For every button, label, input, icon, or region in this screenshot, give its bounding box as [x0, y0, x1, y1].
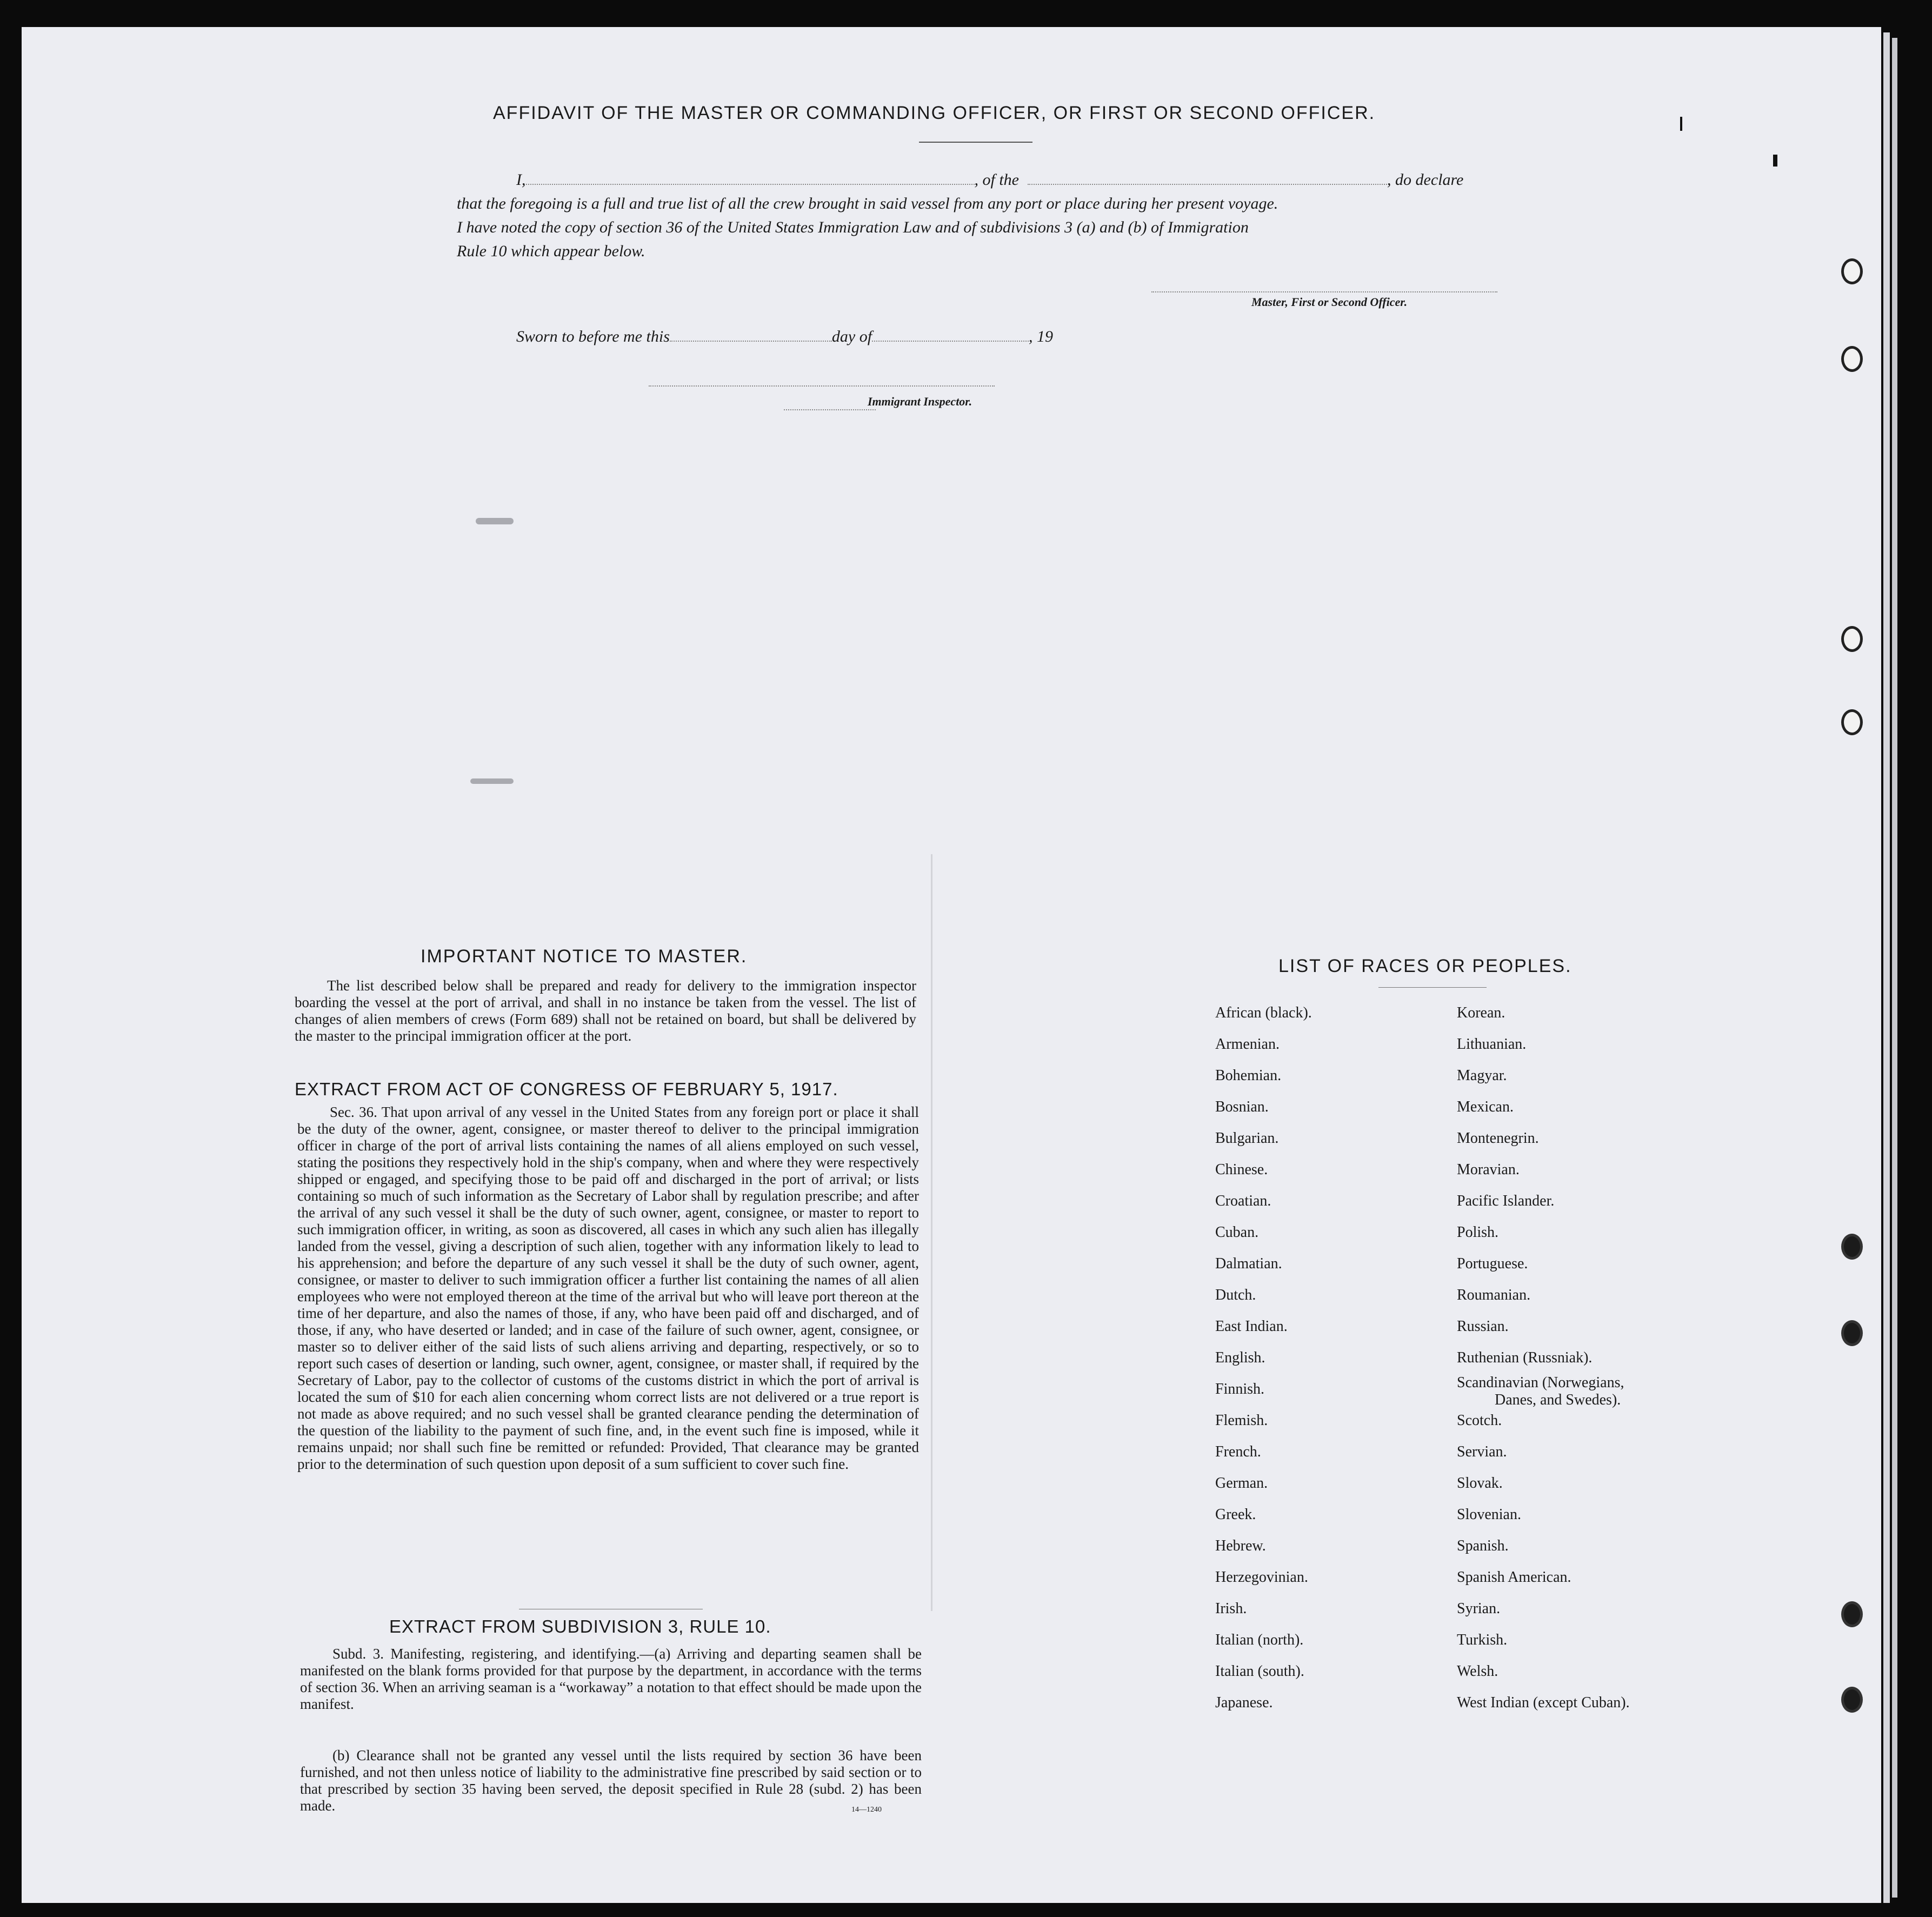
race-item: Turkish.	[1457, 1632, 1508, 1648]
master-signature-line[interactable]	[1151, 291, 1497, 292]
name-blank[interactable]	[526, 183, 975, 185]
race-item: Cuban.	[1215, 1224, 1259, 1241]
race-item: Syrian.	[1457, 1600, 1501, 1617]
extract-rule-para-a: Subd. 3. Manifesting, registering, and identifying.—(a) Arriving and departing seamen shall be manifested on the blank forms provided for that purpose by the department, in accordance with the terms of section 36. When an arriving seaman is a “workaway” a notation to that effect should be made upon the manifest.	[300, 1646, 922, 1712]
center-fold	[931, 854, 932, 1611]
notice-text: The list described below shall be prepared and ready for delivery to the immigration inspector boarding the vessel at the port of arrival, and shall in no instance be taken from the vessel. The list of changes of alien members of crews (Form 689) shall not be retained on board, but shall be delivered by the master to the principal immigration officer at the port.	[295, 977, 916, 1044]
race-item: Hebrew.	[1215, 1537, 1266, 1554]
sworn-line	[516, 325, 1053, 348]
do-declare-text: , do declare	[1387, 171, 1464, 189]
page-edge-back	[1892, 38, 1897, 1898]
extract-rule-title: EXTRACT FROM SUBDIVISION 3, RULE 10.	[389, 1616, 771, 1636]
binder-hole	[1841, 709, 1863, 735]
affidavit-declaration-line2: that the foregoing is a full and true list of all the crew brought in said vessel from any port or place during her present voyage.	[457, 195, 1278, 212]
scan-smudge	[476, 518, 514, 524]
scan-mark	[1773, 155, 1777, 167]
affidavit-i: I,	[516, 171, 526, 189]
notice-title: IMPORTANT NOTICE TO MASTER.	[421, 946, 748, 967]
form-number: 14—1240	[851, 1806, 882, 1814]
race-item: Moravian.	[1457, 1161, 1520, 1178]
binder-hole	[1841, 346, 1863, 372]
race-item: Polish.	[1457, 1224, 1499, 1241]
race-item: English.	[1215, 1349, 1265, 1366]
race-item: Bosnian.	[1215, 1099, 1269, 1115]
races-title-rule	[1378, 987, 1487, 988]
races-title: LIST OF RACES OR PEOPLES.	[1278, 956, 1572, 976]
race-item: Scandinavian (Norwegians,	[1457, 1374, 1624, 1391]
race-item: Chinese.	[1215, 1161, 1268, 1178]
race-item: Armenian.	[1215, 1036, 1280, 1053]
affidavit-declaration-line1	[516, 169, 1492, 191]
race-item: Portuguese.	[1457, 1255, 1528, 1272]
scan-mark	[1680, 117, 1682, 131]
year-text: , 19	[1029, 328, 1054, 345]
affidavit-declaration-line4: Rule 10 which appear below.	[457, 242, 645, 260]
race-item: West Indian (except Cuban).	[1457, 1694, 1630, 1711]
race-item: Lithuanian.	[1457, 1036, 1527, 1053]
binder-hole	[1841, 258, 1863, 284]
race-item: Spanish.	[1457, 1537, 1509, 1554]
race-item: Welsh.	[1457, 1663, 1498, 1680]
race-item: Servian.	[1457, 1443, 1507, 1460]
race-item: Russian.	[1457, 1318, 1509, 1335]
race-item: Flemish.	[1215, 1412, 1268, 1429]
race-item: East Indian.	[1215, 1318, 1288, 1335]
day-of-text: day of	[831, 328, 872, 345]
of-the-text: , of the	[974, 171, 1019, 189]
race-item: Finnish.	[1215, 1381, 1265, 1397]
race-item: Magyar.	[1457, 1067, 1507, 1084]
title-rule	[919, 142, 1032, 143]
race-item: Japanese.	[1215, 1694, 1273, 1711]
inspector-signature-label: Immigrant Inspector.	[868, 395, 972, 408]
sworn-month-blank[interactable]	[872, 340, 1029, 342]
race-item: Spanish American.	[1457, 1569, 1571, 1586]
race-item: Croatian.	[1215, 1193, 1271, 1209]
master-signature-label: Master, First or Second Officer.	[1251, 295, 1408, 309]
document-page	[22, 27, 1881, 1903]
binder-hole	[1841, 1687, 1863, 1713]
race-item: Bohemian.	[1215, 1067, 1282, 1084]
binder-hole	[1841, 1234, 1863, 1260]
race-item: African (black).	[1215, 1004, 1312, 1021]
vessel-blank[interactable]	[1028, 183, 1387, 185]
inspector-signature-line2	[784, 409, 876, 410]
race-item: Roumanian.	[1457, 1287, 1531, 1303]
extract-rule-para-b: (b) Clearance shall not be granted any vessel until the lists required by section 36 have been furnished, and not then unless notice of liability to the administrative fine prescribed by said section or to that prescribed by section 35 having been served, the deposit specified in Rule 28 (subd. 2) has been made.	[300, 1747, 922, 1814]
affidavit-title: AFFIDAVIT OF THE MASTER OR COMMANDING OFFICER, OR FIRST OR SECOND OFFICER.	[493, 103, 1376, 123]
race-item: Dutch.	[1215, 1287, 1256, 1303]
race-item: Greek.	[1215, 1506, 1256, 1523]
sworn-day-blank[interactable]	[670, 340, 832, 342]
scan-smudge	[470, 778, 514, 784]
race-item: Korean.	[1457, 1004, 1505, 1021]
race-item: Italian (south).	[1215, 1663, 1304, 1680]
sworn-text: Sworn to before me this	[516, 328, 670, 345]
race-item: Mexican.	[1457, 1099, 1514, 1115]
binder-hole	[1841, 1320, 1863, 1346]
race-item: Slovenian.	[1457, 1506, 1521, 1523]
race-item: Herzegovinian.	[1215, 1569, 1308, 1586]
race-item: Bulgarian.	[1215, 1130, 1279, 1147]
inspector-signature-line[interactable]	[649, 385, 995, 387]
binder-hole	[1841, 1601, 1863, 1627]
race-item: Slovak.	[1457, 1475, 1503, 1492]
race-item: Ruthenian (Russniak).	[1457, 1349, 1593, 1366]
race-item: Scotch.	[1457, 1412, 1502, 1429]
race-item-continuation: Danes, and Swedes).	[1495, 1392, 1621, 1408]
page-edge	[1883, 32, 1890, 1903]
race-item: Pacific Islander.	[1457, 1193, 1555, 1209]
race-item: French.	[1215, 1443, 1261, 1460]
race-item: Dalmatian.	[1215, 1255, 1282, 1272]
race-item: German.	[1215, 1475, 1268, 1492]
binder-hole	[1841, 626, 1863, 652]
race-item: Italian (north).	[1215, 1632, 1304, 1648]
race-item: Irish.	[1215, 1600, 1247, 1617]
race-item: Montenegrin.	[1457, 1130, 1539, 1147]
extract-act-title: EXTRACT FROM ACT OF CONGRESS OF FEBRUARY 5, 1917.	[295, 1079, 838, 1099]
extract-act-text: Sec. 36. That upon arrival of any vessel in the United States from any foreign port or place it shall be the duty of the owner, agent, consignee, or master thereof to deliver to the principal immigration officer in charge of the port of arrival lists containing the names of all aliens employed on such vessel, stating the positions they respectively hold in the ship's company, when and where they were respectively shipped or engaged, and specifying those to be paid off and discharged in the port of arrival; or lists containing so much of such information as the Secretary of Labor shall by regulation prescribe; and after the arrival of any such vessel it shall be the duty of such owner, agent, consignee, or master to report to such immigration officer, in writing, as soon as discovered, all cases in which any such alien has illegally landed from the vessel, giving a description of such alien, together with any information likely to lead to his apprehension; and before the departure of any such vessel it shall be the duty of such owner, agent, consignee, or master to deliver to such immigration officer a further list containing the names of all alien employees who were not employed thereon at the time of the arrival but who will leave port thereon at the time of her departure, and also the names of those, if any, who have been paid off and discharged, and of those, if any, who have deserted or landed; and in case of the failure of such owner, agent, consignee, or master so to deliver either of the said lists of such aliens arriving and departing, respectively, or so to report such cases of desertion or landing, such owner, agent, consignee, or master shall, if required by the Secretary of Labor, pay to the collector of customs of the customs district in which the port of arrival is located the sum of $10 for each alien concerning whom correct lists are not delivered or a true report is not made as above required; and no such vessel shall be granted clearance pending the determination of the question of the liability to the payment of such fine, and, in the event such fine is imposed, while it remains unpaid; nor shall such fine be remitted or refunded: Provided, That clearance may be granted prior to the determination of such question upon deposit of a sum sufficient to cover such fine.	[297, 1104, 919, 1472]
affidavit-declaration-line3: I have noted the copy of section 36 of the United States Immigration Law and of subdivisions 3 (a) and (b) of Immigration	[457, 218, 1249, 236]
